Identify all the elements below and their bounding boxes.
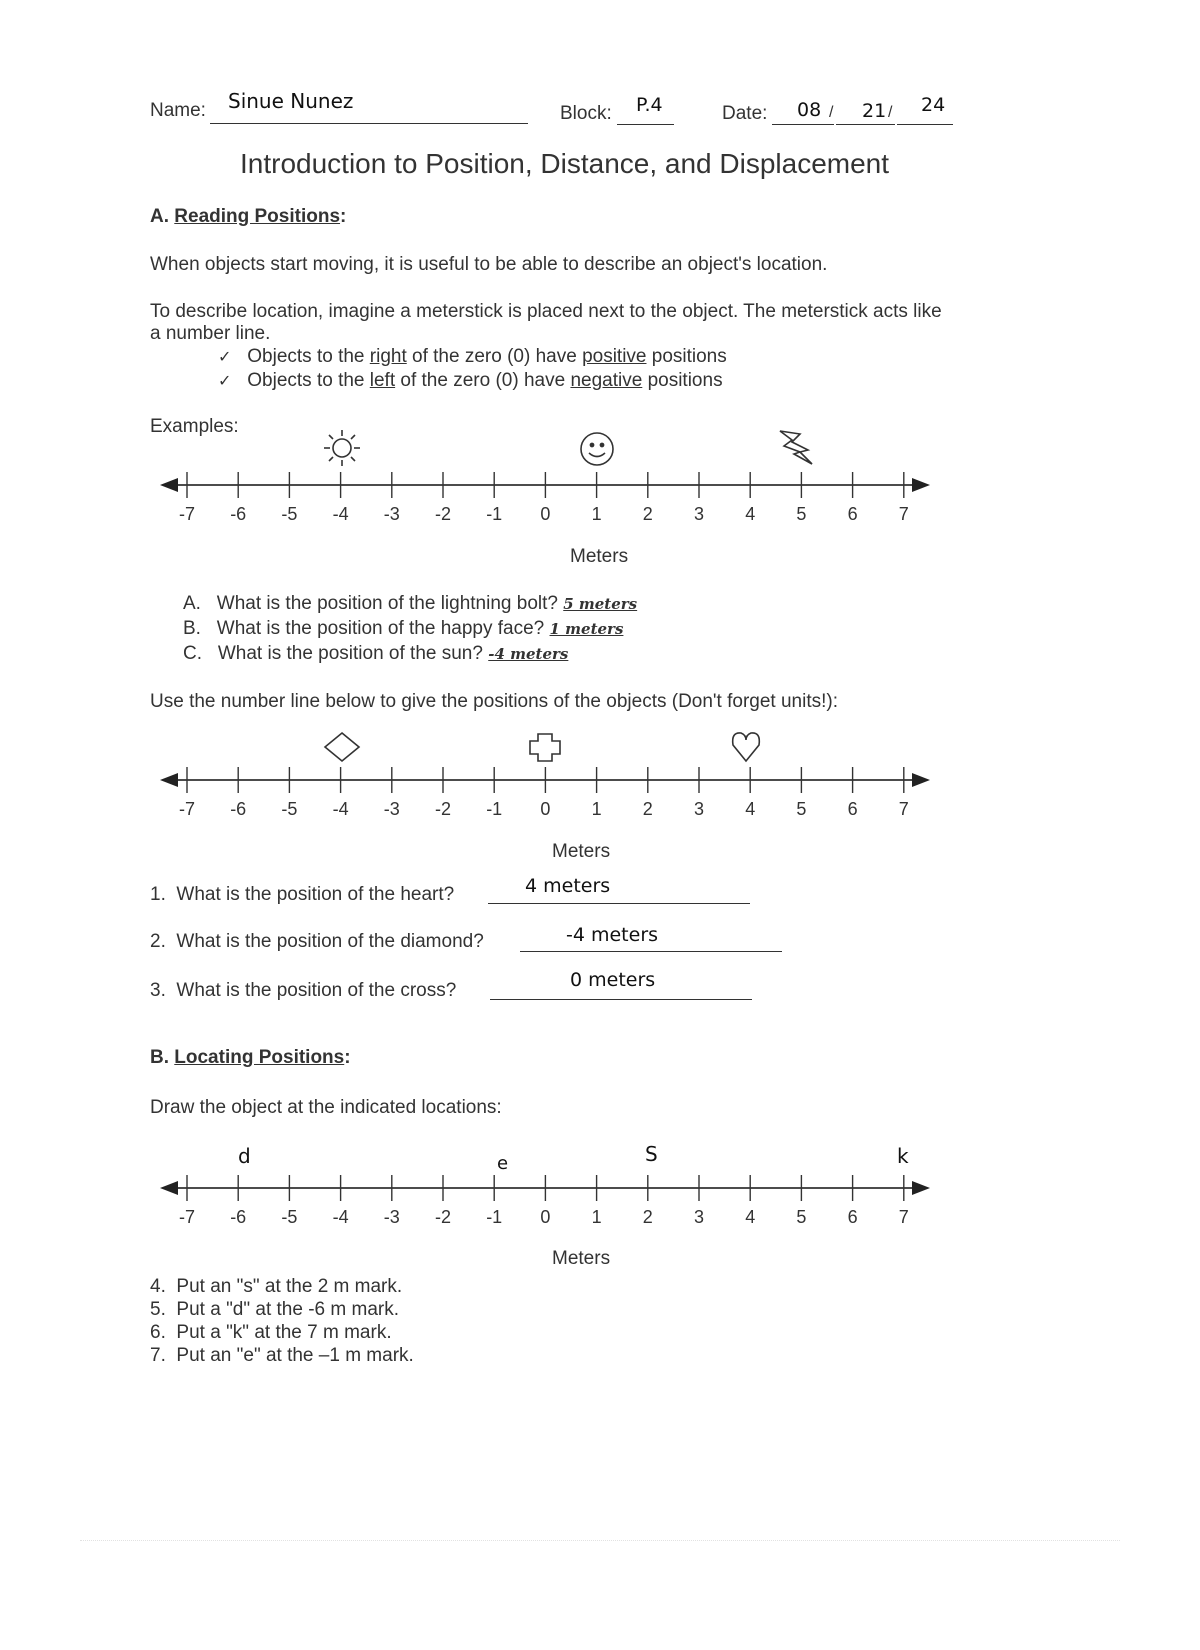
arrow-right-icon — [912, 1181, 930, 1195]
arrow-left-icon — [160, 478, 178, 492]
heart-icon — [733, 733, 760, 761]
axis-label: Meters — [552, 841, 611, 862]
instruction-use-number-line: Use the number line below to give the positions of the objects (Don't forget units!): — [150, 691, 838, 712]
axis-label: Meters — [552, 1248, 611, 1269]
description-line-2: a number line. — [150, 323, 271, 344]
tick-label: 0 — [540, 504, 551, 524]
smiley-icon — [581, 433, 613, 465]
check-icon: ✓ — [218, 373, 232, 390]
section-b-title: Locating Positions — [174, 1047, 345, 1068]
mark-s: S — [645, 1142, 658, 1166]
tick-label: 6 — [847, 799, 858, 819]
tick-label: 4 — [745, 504, 756, 524]
tick-label: -3 — [383, 1207, 400, 1227]
tick-label: 7 — [898, 799, 909, 819]
axis — [160, 1175, 930, 1227]
answer-b[interactable]: 1 meters — [549, 620, 624, 638]
tick-label: 1 — [591, 504, 602, 524]
date-month: 08 — [797, 99, 822, 121]
tick-label: -2 — [434, 799, 452, 819]
block-value: P.4 — [636, 94, 663, 116]
instruction-item-6: 6. Put a "k" at the 7 m mark. — [150, 1322, 392, 1343]
number-line-locating — [0, 1140, 1200, 1245]
question-a: A. What is the position of the lightning bolt? 5 meters — [183, 593, 638, 614]
tick-label: 6 — [847, 504, 858, 524]
tick-label: -6 — [230, 504, 247, 524]
tick-label: -1 — [486, 1207, 503, 1227]
tick-label: -3 — [383, 799, 400, 819]
tick-label: 6 — [847, 1207, 858, 1227]
arrow-right-icon — [912, 773, 930, 787]
axis-label: Meters — [570, 546, 629, 567]
tick-label: 2 — [642, 504, 653, 524]
tick-label: -4 — [332, 504, 349, 524]
mark-e: e — [497, 1153, 509, 1174]
tick-label: -5 — [281, 1207, 298, 1227]
tick-label: -5 — [281, 799, 298, 819]
tick-label: 1 — [591, 799, 602, 819]
arrow-left-icon — [160, 773, 178, 787]
name-value: Sinue Nunez — [228, 89, 354, 113]
arrow-right-icon — [912, 478, 930, 492]
question-b: B. What is the position of the happy face? 1 meters — [183, 618, 624, 639]
description-line-1: To describe location, imagine a meterstick is placed next to the object. The meterstick acts like — [150, 301, 942, 322]
bullet-positive: ✓ Objects to the right of the zero (0) have positive positions — [218, 346, 727, 367]
instruction-item-7: 7. Put an "e" at the –1 m mark. — [150, 1345, 414, 1366]
answer-1: 4 meters — [525, 875, 611, 897]
section-a-colon: : — [340, 206, 347, 227]
tick-label: 4 — [745, 799, 756, 819]
tick-label: -4 — [332, 1207, 349, 1227]
tick-label: -7 — [178, 799, 196, 819]
tick-label: 7 — [898, 504, 909, 524]
answer-2: -4 meters — [566, 924, 659, 946]
tick-label: -3 — [383, 504, 400, 524]
date-year: 24 — [921, 94, 946, 116]
tick-label: 0 — [540, 799, 551, 819]
tick-label: 3 — [693, 504, 705, 524]
lightning-bolt-icon — [780, 431, 812, 464]
section-a-heading — [150, 206, 346, 228]
arrow-left-icon — [160, 1181, 178, 1195]
tick-label: 3 — [693, 799, 705, 819]
instruction-draw: Draw the object at the indicated locations: — [150, 1097, 502, 1118]
tick-label: -4 — [332, 799, 349, 819]
tick-label: 5 — [796, 504, 807, 524]
answer-3: 0 meters — [570, 969, 656, 991]
sun-icon — [324, 430, 360, 466]
tick-label: -6 — [230, 1207, 247, 1227]
tick-label: -7 — [178, 504, 196, 524]
tick-label: 5 — [796, 1207, 807, 1227]
tick-label: 2 — [642, 1207, 653, 1227]
tick-label: -7 — [178, 1207, 196, 1227]
name-label: Name: — [150, 100, 206, 121]
tick-label: -6 — [230, 799, 247, 819]
answer-c[interactable]: -4 meters — [488, 645, 569, 663]
block-label: Block: — [560, 103, 612, 124]
mark-d: d — [238, 1144, 251, 1168]
date-day: 21 — [862, 100, 887, 122]
examples-label: Examples: — [150, 416, 239, 437]
question-c: C. What is the position of the sun? -4 meters — [183, 643, 569, 664]
date-separator: / — [888, 104, 893, 121]
scan-artifact-line — [80, 1540, 1120, 1541]
tick-label: -5 — [281, 504, 298, 524]
number-line-shapes — [0, 720, 1200, 840]
date-separator: / — [829, 104, 834, 121]
question-3: 3. What is the position of the cross? — [150, 980, 457, 1001]
tick-label: 5 — [796, 799, 807, 819]
question-1: 1. What is the position of the heart? — [150, 884, 455, 905]
tick-label: -2 — [434, 504, 452, 524]
date-label: Date: — [722, 103, 768, 124]
bullet-negative: ✓ Objects to the left of the zero (0) have negative positions — [218, 370, 723, 391]
instruction-item-4: 4. Put an "s" at the 2 m mark. — [150, 1276, 403, 1297]
page-title: Introduction to Position, Distance, and Displacement — [240, 148, 890, 179]
diamond-icon — [325, 733, 359, 761]
tick-label: 0 — [540, 1207, 551, 1227]
section-b-colon: : — [344, 1047, 351, 1068]
section-b-heading — [150, 1047, 351, 1069]
tick-label: 4 — [745, 1207, 756, 1227]
section-a-letter: A. — [150, 206, 169, 227]
section-b-letter: B. — [150, 1047, 169, 1068]
answer-a[interactable]: 5 meters — [563, 595, 638, 613]
tick-label: -1 — [486, 799, 503, 819]
check-icon: ✓ — [218, 349, 232, 366]
tick-label: 7 — [898, 1207, 909, 1227]
mark-k: k — [897, 1144, 909, 1168]
tick-label: -2 — [434, 1207, 452, 1227]
section-a-title: Reading Positions — [174, 206, 341, 227]
tick-label: 3 — [693, 1207, 705, 1227]
question-2: 2. What is the position of the diamond? — [150, 931, 484, 952]
intro-paragraph: When objects start moving, it is useful to be able to describe an object's location. — [150, 254, 828, 275]
tick-label: -1 — [486, 504, 503, 524]
cross-icon — [530, 734, 560, 761]
instruction-item-5: 5. Put a "d" at the -6 m mark. — [150, 1299, 399, 1320]
axis — [160, 767, 930, 819]
tick-label: 1 — [591, 1207, 602, 1227]
axis — [160, 472, 930, 524]
tick-label: 2 — [642, 799, 653, 819]
